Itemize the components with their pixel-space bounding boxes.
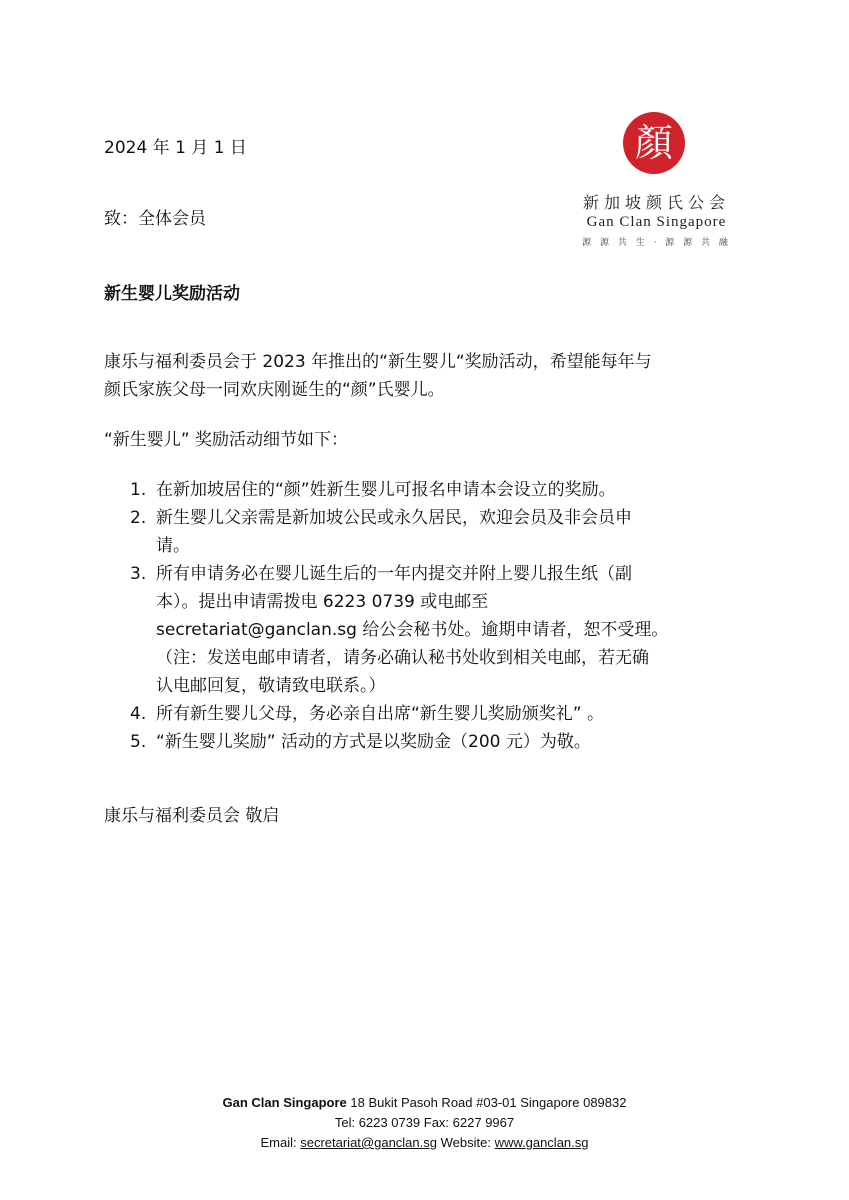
footer-phone-line: Tel: 6223 0739 Fax: 6227 9967 xyxy=(334,1115,515,1130)
details-heading: “新生婴儿” 奖励活动细节如下： xyxy=(104,430,349,450)
intro-line: 康乐与福利委员会于 2023 年推出的“新生婴儿“奖励活动，希望能每年与 xyxy=(104,352,652,372)
list-item-line: 所有申请务必在婴儿诞生后的一年内提交并附上婴儿报生纸（副 xyxy=(156,564,632,584)
list-number: 5. xyxy=(130,732,147,752)
list-item-line: 认电邮回复，敬请致电联系。） xyxy=(156,676,386,696)
logo-name-english: Gan Clan Singapore xyxy=(586,214,727,230)
list-number: 1. xyxy=(130,480,147,500)
footer-org-name: Gan Clan Singapore xyxy=(222,1095,347,1110)
list-item-line: （注：发送电邮申请者，请务必确认秘书处收到相关电邮，若无确 xyxy=(156,648,649,668)
list-number: 2. xyxy=(130,508,147,528)
intro-paragraph xyxy=(104,348,754,404)
logo-name-chinese: 新加坡颜氏公会 xyxy=(582,193,730,212)
footer-website-link[interactable]: www.ganclan.sg xyxy=(494,1135,589,1150)
list-item-line: 所有新生婴儿父母，务必亲自出席“新生婴儿奖励颁奖礼” 。 xyxy=(156,704,605,724)
list-item-line: 新生婴儿父亲需是新加坡公民或永久居民，欢迎会员及非会员申 xyxy=(156,508,632,528)
seal-emblem-icon xyxy=(621,110,687,176)
list-item xyxy=(130,504,750,560)
footer-contact-line xyxy=(0,1133,849,1153)
list-item-line: 本）。提出申请需拨电 6223 0739 或电邮至 xyxy=(156,592,489,612)
list-item xyxy=(130,560,750,700)
footer-website-label: Website: xyxy=(437,1135,495,1150)
letter-date: 2024 年 1 月 1 日 xyxy=(104,138,247,158)
footer-email-link[interactable]: secretariat@ganclan.sg xyxy=(300,1135,437,1150)
list-item-line: 请。 xyxy=(156,536,190,556)
list-item-line: secretariat@ganclan.sg 给公会秘书处。逾期申请者，恕不受理。 xyxy=(156,620,669,640)
svg-text:顏: 顏 xyxy=(634,121,674,165)
letter-signature: 康乐与福利委员会 敬启 xyxy=(104,806,280,826)
list-number: 4. xyxy=(130,704,147,724)
letter-title: 新生婴儿奖励活动 xyxy=(104,284,240,304)
list-number: 3. xyxy=(130,564,147,584)
footer-address: 18 Bukit Pasoh Road #03-01 Singapore 089832 xyxy=(346,1095,627,1110)
list-item xyxy=(130,476,750,504)
list-item-line: “新生婴儿奖励” 活动的方式是以奖励金（200 元）为敬。 xyxy=(156,732,591,752)
letter-recipient: 致：全体会员 xyxy=(104,209,206,229)
intro-line: 颜氏家族父母一同欢庆刚诞生的“颜”氏婴儿。 xyxy=(104,380,445,400)
list-item xyxy=(130,728,750,756)
list-item xyxy=(130,700,750,728)
details-list xyxy=(130,476,750,756)
footer-email-label: Email: xyxy=(260,1135,301,1150)
footer-address-line xyxy=(0,1093,849,1113)
list-item-line: 在新加坡居住的“颜”姓新生婴儿可报名申请本会设立的奖励。 xyxy=(156,480,616,500)
logo-motto: 源 源 共 生 · 源 源 共 融 xyxy=(582,238,731,248)
